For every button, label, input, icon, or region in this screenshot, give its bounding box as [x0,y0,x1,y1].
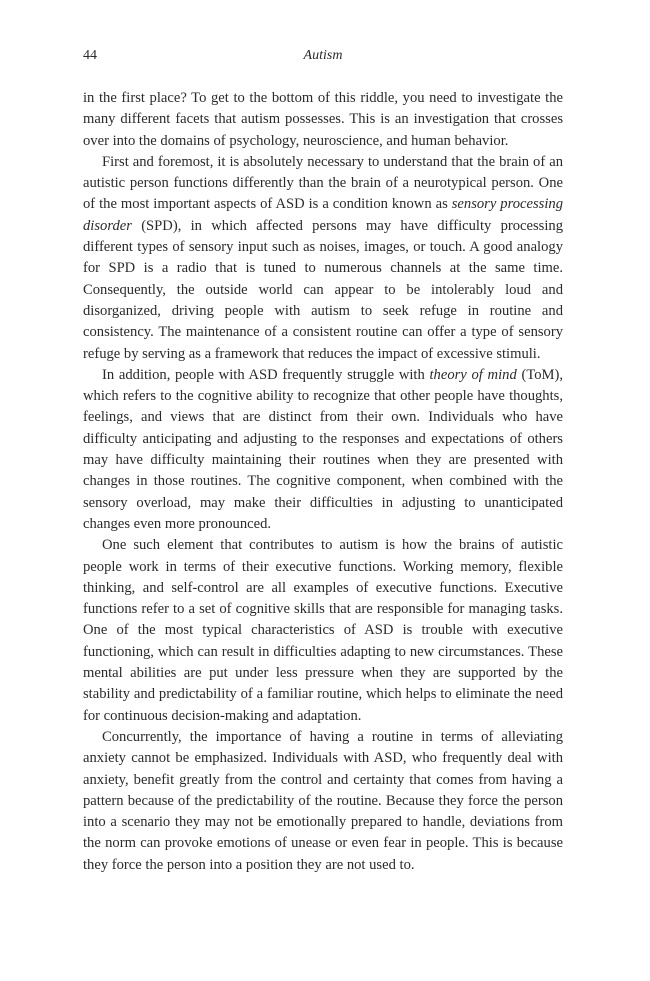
paragraph-anxiety: Concurrently, the importance of having a routine in terms of alleviating anxiety cannot be emphasized. Individuals with ASD, who frequently deal with anxiety, benefit greatly from the control and certainty that comes from having a pattern because of the predictability of the routine. Because they force the person into a scenario they may not be emotionally prepared to handle, deviations from the norm can provoke emotions of unease or even fear in people. This is because they force the person into a position they are not used to. [83,728,563,873]
paragraph-text: (ToM), which refers to the cognitive ability to recognize that other people have thoughts, feelings, and views that are distinct from their own. Individuals who have difficulty anticipating and adjusting to the responses and expectations of others may have difficulty maintaining their routines when they are presented with changes in those routines. The cognitive component, when combined with the sensory overload, may make their difficulties in adjusting to unanticipated changes even more pronounced. [83,366,563,532]
paragraph-text: In addition, people with ASD frequently struggle with [102,366,430,383]
paragraph-theory-of-mind [83,365,563,535]
page-number: 44 [83,48,97,63]
body-text [83,88,563,876]
paragraph-text: First and foremost, it is absolutely necessary to understand that the brain of an autistic person functions differently than the brain of a neurotypical person. One of the most important aspects of ASD is a condition known as [83,153,563,213]
running-title: Autism [303,48,343,63]
paragraph-sensory-processing [83,152,563,365]
italic-term-theory-of-mind: theory of mind [429,366,517,383]
page-header [83,46,563,66]
paragraph-executive-functions: One such element that contributes to autism is how the brains of autistic people work in terms of their executive functions. Working memory, flexible thinking, and self-control are all examples of executive functions. Executive functions refer to a set of cognitive skills that are responsible for managing tasks. One of the most typical characteristics of ASD is trouble with executive functioning, which can result in difficulties adapting to new circumstances. These mental abilities are put under less pressure when they are supported by the stability and predictability of a familiar routine, which helps to eliminate the need for continuous decision-making and adaptation. [83,537,563,724]
paragraph-continuation: in the first place? To get to the bottom of this riddle, you need to investigate the many different facets that autism possesses. This is an investigation that crosses over into the domains of psychology, neuroscience, and human behavior. [83,90,563,149]
italic-term-sensory-processing-disorder: sensory processing disorder [83,196,563,234]
paragraph-text: (SPD), in which affected persons may have difficulty processing different types of sensory input such as noises, images, or touch. A good analogy for SPD is a radio that is tuned to numerous channels at the same time. Consequently, the outside world can appear to be intolerably loud and disorganized, driving people with autism to seek refuge in routine and consistency. The maintenance of a consistent routine can offer a type of sensory refuge by serving as a framework that reduces the impact of excessive stimuli. [83,217,563,362]
